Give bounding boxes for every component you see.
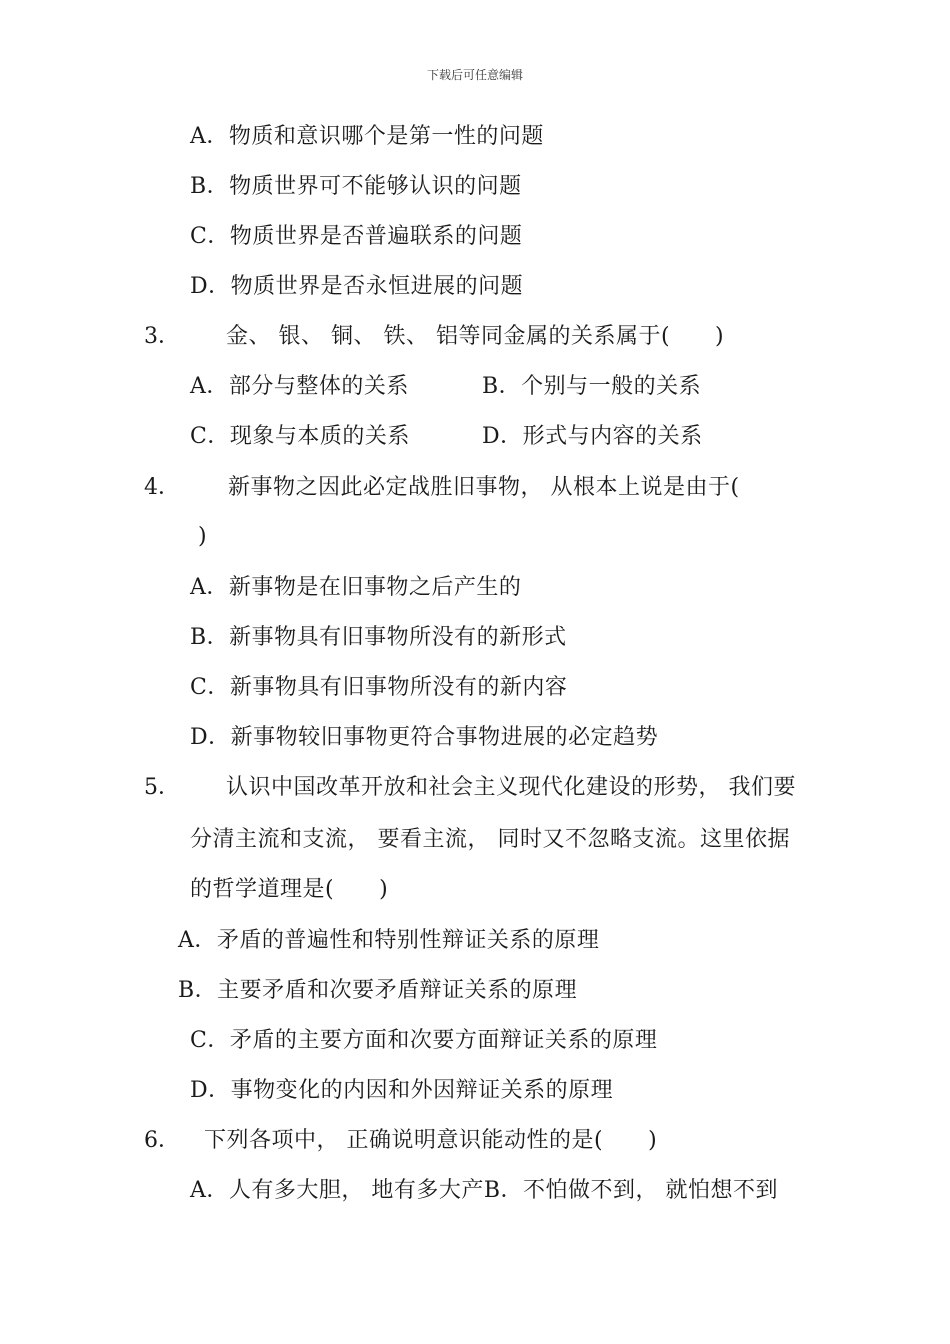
q4-stem-line2: ) [198,524,208,549]
q2-option-b: B．物质世界可不能够认识的问题 [190,174,522,199]
q5-option-c: C．矛盾的主要方面和次要方面辩证关系的原理 [190,1028,658,1053]
q3-stem: 金、 银、 铜、 铁、 铝等同金属的关系属于( ) [226,324,725,349]
q4-option-d: D．新事物较旧事物更符合事物进展的必定趋势 [190,725,659,750]
q3-option-a: A．部分与整体的关系 [190,374,409,399]
q3-option-b: B．个别与一般的关系 [482,374,702,399]
q5-stem-line3: 的哲学道理是( ) [190,877,389,902]
q2-option-c: C．物质世界是否普遍联系的问题 [190,224,523,249]
q6-stem: 下列各项中， 正确说明意识能动性的是( ) [204,1128,658,1153]
q5-stem-line2: 分清主流和支流， 要看主流， 同时又不忽略支流。这里依据 [190,827,790,852]
q3-number: 3． [144,324,180,349]
q2-option-d: D．物质世界是否永恒进展的问题 [190,274,524,299]
q3-option-d: D．形式与内容的关系 [482,424,703,449]
q4-option-a: A．新事物是在旧事物之后产生的 [190,575,522,600]
q5-option-a: A．矛盾的普遍性和特别性辩证关系的原理 [178,928,600,953]
q4-stem-line1: 新事物之因此必定战胜旧事物， 从根本上说是由于( [228,475,740,500]
q6-options-ab: A．人有多大胆， 地有多大产B．不怕做不到， 就怕想不到 [190,1178,779,1203]
q4-number: 4． [144,475,180,500]
q5-number: 5． [144,775,180,800]
q6-number: 6． [144,1128,180,1153]
q2-option-a: A．物质和意识哪个是第一性的问题 [190,124,544,149]
q5-stem-line1: 认识中国改革开放和社会主义现代化建设的形势， 我们要 [226,775,796,800]
q4-option-b: B．新事物具有旧事物所没有的新形式 [190,625,567,650]
q5-option-d: D．事物变化的内因和外因辩证关系的原理 [190,1078,614,1103]
q4-option-c: C．新事物具有旧事物所没有的新内容 [190,675,568,700]
q5-option-b: B．主要矛盾和次要矛盾辩证关系的原理 [178,978,578,1003]
q3-option-c: C．现象与本质的关系 [190,424,410,449]
page-header: 下载后可任意编辑 [426,68,523,82]
